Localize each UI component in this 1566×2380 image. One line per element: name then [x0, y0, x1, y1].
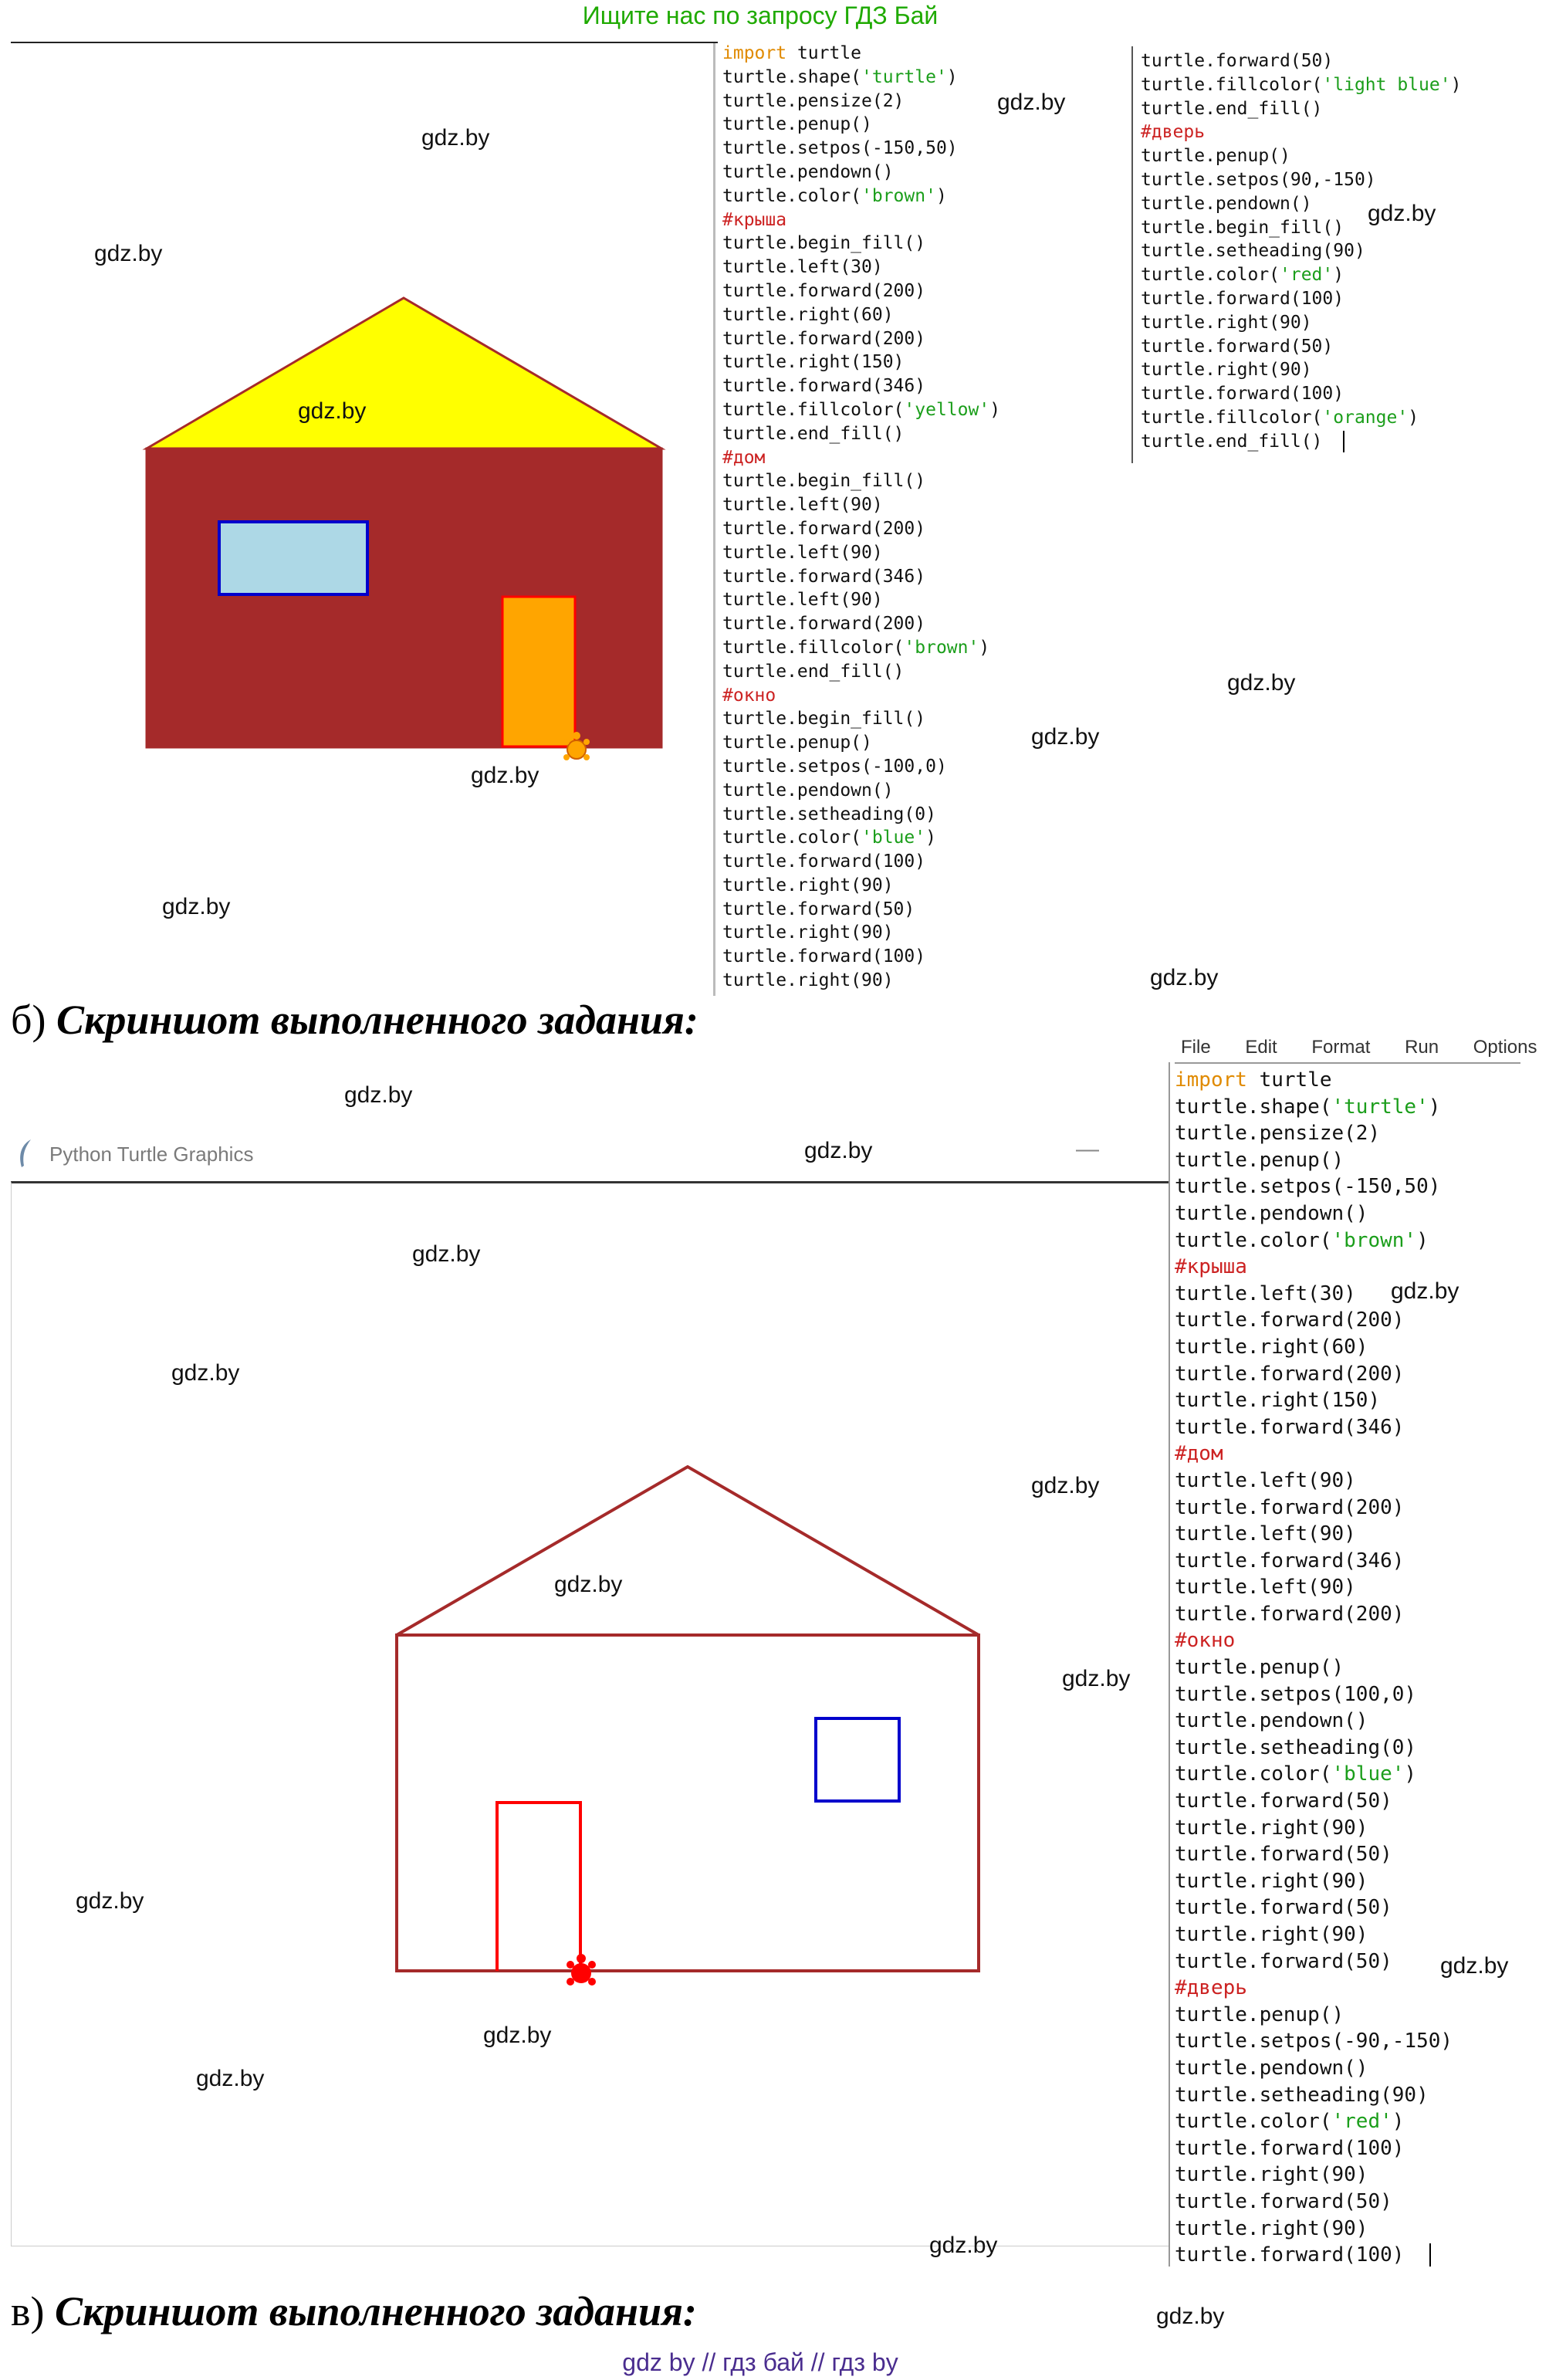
code-line: turtle.right(90) [1175, 1869, 1368, 1893]
code-line: turtle.end_fill() [722, 423, 905, 444]
menu-options[interactable]: Options [1473, 1037, 1537, 1058]
code-line: turtle.right(150) [1175, 1389, 1381, 1413]
text-cursor [1343, 431, 1344, 452]
code-line: turtle.left(90) [1175, 1522, 1356, 1546]
code-line: turtle.fillcolor('orange') [1141, 407, 1419, 428]
watermark: gdz.by [344, 1082, 413, 1108]
code-line: turtle.setheading(0) [722, 804, 936, 824]
code-line: turtle.forward(50) [1175, 1843, 1392, 1867]
code-line: turtle.forward(100) [1175, 2243, 1405, 2267]
code-line: turtle.fillcolor('light blue') [1141, 74, 1462, 95]
code-line: turtle.penup() [722, 114, 872, 135]
code-line: turtle.setpos(-90,-150) [1175, 2030, 1453, 2053]
code-line: turtle.fillcolor('yellow') [722, 399, 1001, 420]
code-line: turtle.forward(100) [722, 946, 926, 967]
code-line: #крыша [1175, 1255, 1247, 1279]
roof-outline [397, 1467, 979, 1635]
feather-icon [17, 1138, 36, 1169]
roof-filled [147, 298, 661, 449]
menu-file[interactable]: File [1181, 1037, 1211, 1058]
code-line: turtle.forward(50) [1175, 1949, 1392, 1973]
code-line: turtle.end_fill() [1141, 431, 1323, 452]
watermark: gdz.by [94, 241, 163, 266]
code-line: turtle.forward(346) [722, 566, 926, 587]
turtle-window-titlebar[interactable] [11, 1129, 1169, 1181]
menu-format[interactable]: Format [1311, 1037, 1371, 1058]
door-filled [502, 597, 575, 747]
code-line: turtle.color('brown') [1175, 1228, 1429, 1252]
house-body-filled [147, 449, 661, 747]
bottom-link[interactable]: gdz by // гдз бай // гдз by [622, 2348, 898, 2376]
code-b-divider [713, 43, 715, 996]
code-line: turtle.color('blue') [1175, 1762, 1417, 1786]
window-filled [219, 522, 367, 594]
door-outline [497, 1803, 580, 1971]
code-line: #дом [1175, 1442, 1223, 1466]
text-cursor-v [1429, 2243, 1431, 2267]
code-line: turtle.forward(200) [1175, 1308, 1405, 1332]
code-line: turtle.end_fill() [722, 661, 905, 682]
watermark: gdz.by [1062, 1666, 1131, 1691]
code-line: turtle.begin_fill() [1141, 217, 1344, 238]
watermark: gdz.by [1227, 670, 1296, 696]
window-title: Python Turtle Graphics [49, 1143, 254, 1166]
watermark: gdz.by [421, 125, 490, 151]
code-line: turtle.setpos(100,0) [1175, 1682, 1417, 1706]
code-line: turtle.pendown() [1175, 1201, 1368, 1225]
watermark: gdz.by [1031, 724, 1100, 750]
top-search-link[interactable]: Ищите нас по запросу ГДЗ Бай [582, 2, 939, 29]
watermark: gdz.by [76, 1888, 144, 1914]
code-line: #дверь [1141, 122, 1206, 143]
code-line: turtle.penup() [1175, 1148, 1344, 1172]
code-line: turtle.right(90) [722, 875, 894, 895]
code-line: turtle.forward(346) [1175, 1415, 1405, 1439]
code-line: turtle.setheading(90) [1175, 2083, 1429, 2107]
watermark: gdz.by [929, 2233, 998, 2258]
code-b2-divider [1131, 46, 1133, 463]
code-line: turtle.setpos(90,-150) [1141, 169, 1376, 190]
watermark: gdz.by [171, 1360, 240, 1386]
code-line: turtle.color('red') [1175, 2110, 1405, 2134]
code-line: turtle.forward(50) [1175, 1789, 1392, 1813]
code-line: turtle.shape('turtle') [722, 66, 958, 87]
code-line: turtle.forward(50) [1175, 2189, 1392, 2213]
code-line: turtle.end_fill() [1141, 98, 1323, 119]
code-line: turtle.forward(50) [1141, 51, 1334, 71]
code-line: turtle.pendown() [1175, 1709, 1368, 1733]
watermark: gdz.by [997, 90, 1066, 115]
code-line: turtle.right(90) [722, 970, 894, 991]
code-line: turtle.forward(346) [722, 376, 926, 397]
window-outline [816, 1718, 899, 1801]
code-line: turtle.forward(200) [722, 518, 926, 539]
code-line: turtle.left(90) [1175, 1576, 1356, 1600]
watermark: gdz.by [162, 894, 231, 919]
code-line: turtle.right(90) [1175, 1816, 1368, 1840]
menu-run[interactable]: Run [1405, 1037, 1439, 1058]
code-line: turtle.forward(50) [1141, 336, 1334, 357]
code-line: turtle.left(30) [1175, 1281, 1356, 1305]
code-line: turtle.pensize(2) [722, 90, 905, 111]
caption-b-text: Скриншот выполненного задания: [56, 997, 698, 1043]
code-line: turtle.right(90) [1141, 312, 1312, 333]
code-line: turtle.setpos(-100,0) [722, 756, 947, 777]
code-line: #окно [1175, 1629, 1236, 1653]
code-line: turtle.right(90) [1175, 2216, 1368, 2240]
code-line: turtle.forward(346) [1175, 1549, 1405, 1573]
code-line: turtle.forward(200) [1175, 1362, 1405, 1386]
code-line: import turtle [722, 43, 862, 63]
caption-b [11, 996, 698, 1044]
code-line: turtle.forward(200) [1175, 1602, 1405, 1626]
code-line: turtle.forward(200) [1175, 1495, 1405, 1519]
code-line: turtle.forward(100) [1141, 288, 1344, 309]
house-outline [397, 1635, 979, 1971]
code-line: #дверь [1175, 1976, 1247, 2000]
code-line: turtle.setpos(-150,50) [1175, 1175, 1441, 1199]
editor-left-border [1169, 1062, 1170, 2267]
code-line: turtle.setpos(-150,50) [722, 138, 958, 159]
code-line: turtle.pendown() [1141, 193, 1312, 214]
watermark: gdz.by [1150, 965, 1219, 990]
code-line: #дом [722, 447, 766, 468]
caption-v-text: Скриншот выполненного задания: [54, 2288, 697, 2334]
editor-menubar [1175, 1034, 1537, 1064]
code-line: turtle.forward(200) [722, 280, 926, 301]
caption-b-letter: б) [11, 997, 46, 1043]
code-line: turtle.penup() [1175, 2003, 1344, 2026]
code-line: turtle.forward(50) [1175, 1896, 1392, 1920]
code-line: turtle.pendown() [722, 780, 894, 801]
code-line: #окно [722, 685, 776, 706]
code-line: turtle.begin_fill() [722, 709, 926, 730]
code-line: turtle.left(90) [722, 542, 883, 563]
code-line: turtle.setheading(90) [1141, 241, 1365, 262]
code-line: turtle.right(150) [722, 352, 905, 373]
code-line: turtle.right(90) [1141, 360, 1312, 381]
code-line: turtle.left(90) [722, 590, 883, 611]
code-line: turtle.pendown() [1175, 2056, 1368, 2080]
turtle-canvas-b [11, 43, 718, 996]
watermark: gdz.by [554, 1572, 623, 1597]
menu-edit[interactable]: Edit [1245, 1037, 1277, 1058]
code-line: turtle.begin_fill() [722, 233, 926, 254]
code-line: turtle.forward(100) [1141, 384, 1344, 405]
code-listing-b-column-1 [722, 42, 1000, 993]
code-line: turtle.color('red') [1141, 265, 1344, 286]
watermark: gdz.by [1391, 1278, 1459, 1304]
code-listing-v [1175, 1067, 1453, 2269]
code-line: turtle.begin_fill() [722, 471, 926, 492]
code-line: turtle.left(90) [1175, 1468, 1356, 1492]
code-line: turtle.right(60) [722, 304, 894, 325]
code-line: turtle.left(30) [722, 257, 883, 278]
code-line: turtle.forward(200) [722, 328, 926, 349]
watermark: gdz.by [471, 763, 539, 788]
turtle-canvas-v [11, 1183, 1169, 2245]
watermark: gdz.by [804, 1138, 873, 1163]
code-line: turtle.forward(100) [1175, 2136, 1405, 2160]
code-line: turtle.forward(100) [722, 851, 926, 872]
code-line: turtle.color('brown') [722, 185, 947, 206]
code-line: import turtle [1175, 1068, 1332, 1092]
code-line: turtle.right(60) [1175, 1335, 1368, 1359]
code-line: turtle.left(90) [722, 495, 883, 516]
watermark: gdz.by [1440, 1953, 1509, 1979]
caption-v-letter: в) [11, 2288, 45, 2334]
code-line: turtle.right(90) [1175, 2163, 1368, 2187]
watermark: gdz.by [1368, 201, 1436, 226]
code-line: turtle.pensize(2) [1175, 1122, 1381, 1146]
watermark: gdz.by [298, 398, 367, 424]
code-line: turtle.right(90) [722, 923, 894, 943]
code-line: turtle.color('blue') [722, 828, 936, 848]
caption-v [11, 2287, 697, 2335]
code-line: turtle.penup() [1141, 146, 1290, 167]
code-line: turtle.forward(50) [722, 899, 915, 919]
code-line: turtle.shape('turtle') [1175, 1095, 1441, 1119]
code-line: turtle.fillcolor('brown') [722, 637, 990, 658]
watermark: gdz.by [483, 2023, 552, 2048]
code-line: turtle.penup() [1175, 1656, 1344, 1680]
code-line: turtle.right(90) [1175, 1923, 1368, 1946]
watermark: gdz.by [1156, 2304, 1225, 2329]
watermark: gdz.by [412, 1241, 481, 1267]
minimize-button[interactable]: — [1076, 1136, 1099, 1162]
code-line: turtle.setheading(0) [1175, 1735, 1417, 1759]
code-listing-b-column-2 [1141, 49, 1461, 454]
code-line: #крыша [722, 209, 787, 230]
watermark: gdz.by [196, 2066, 265, 2091]
code-line: turtle.penup() [722, 733, 872, 753]
code-line: turtle.forward(200) [722, 614, 926, 635]
watermark: gdz.by [1031, 1473, 1100, 1498]
code-line: turtle.pendown() [722, 161, 894, 182]
